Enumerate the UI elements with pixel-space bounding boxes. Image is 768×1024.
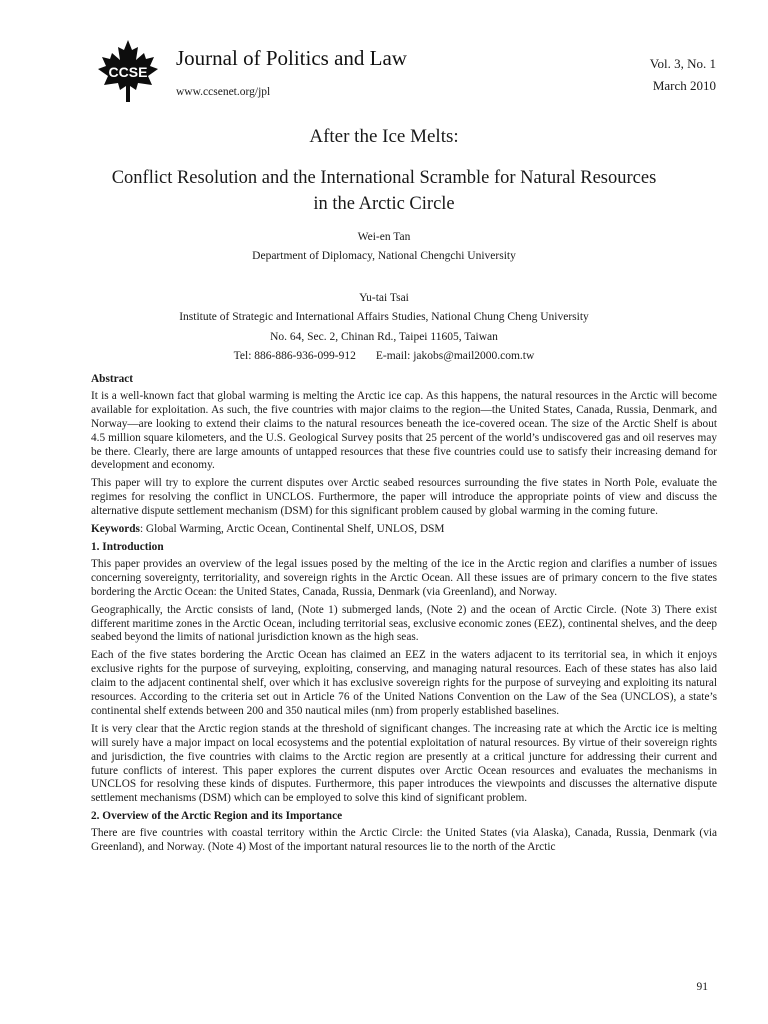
ccse-maple-leaf-logo: [92, 38, 164, 114]
body-paragraph: It is very clear that the Arctic region stands at the threshold of significant changes. The increasing rate at which the Arctic ice is melting will surely have a major impact on local ecosystems and the potential exploitation of natural resources. By virtue of their sovereign rights and jurisdiction, the five countries with claims to the Arctic region are presently at a critical juncture for addressing their current and future conflicts of interest. This paper explores the current disputes over Arctic Ocean resources and evaluates the mechanisms in UNCLOS for resolving these kinds of disputes. Furthermore, this paper introduces the viewpoints and discusses the alternative dispute settlement mechanisms (DSM) which can be employed to solve this kind of significant problem.: [91, 722, 717, 805]
journal-title: Journal of Politics and Law: [176, 46, 407, 70]
abstract-paragraph: It is a well-known fact that global warming is melting the Arctic ice cap. As this happens, the natural resources in the Arctic will become available for exploitation. As such, the five countries with major claims to the region—the United States, Canada, Russia, Denmark, and Norway—are looking to extend their claims to the natural resources beneath the ice-covered ocean. The size of the Arctic Shelf is about 4.5 million square kilometers, and the U.S. Geological Survey posits that 25 percent of the world’s undiscovered gas and oil reserves may be there. Clearly, there are large amounts of untapped resources that these five countries could use to satisfy their increasing demand for development and economy.: [91, 389, 717, 472]
author1-affiliation: Department of Diplomacy, National Chengchi University: [252, 250, 516, 262]
abstract-paragraph: This paper will try to explore the current disputes over Arctic seabed resources surrounding the five states in North Pole, evaluate the regimes for resolving the conflict in UNCLOS. Furthermore, the paper will introduce the appropriate points of view and discuss the alternative dispute settlement mechanism (DSM) for this significant problem caused by global warming in the coming future.: [91, 477, 717, 518]
page-number: 91: [696, 981, 708, 993]
body-paragraph: Each of the five states bordering the Arctic Ocean has claimed an EEZ in the waters adjacent to its territorial sea, in which it enjoys exclusive rights for the purpose of surveying, exploiting, conserving, and managing natural resources. Each of these states has also laid claim to the adjacent continental shelf, over which it has exclusive sovereign rights for the purpose of surveying and exploiting its natural resources. According to the criteria set out in Article 76 of the United Nations Convention on the Law of the Sea (UNCLOS), a state’s continental shelf extends between 200 and 350 nautical miles (nm) from properly established baselines.: [91, 649, 717, 717]
author2-email[interactable]: E-mail: jakobs@mail2000.com.tw: [375, 350, 535, 362]
article-subtitle-line2: in the Arctic Circle: [313, 194, 455, 214]
keywords-label: Keywords: [91, 523, 140, 536]
author1-name: Wei-en Tan: [357, 231, 411, 243]
body-paragraph: This paper provides an overview of the legal issues posed by the melting of the ice in the Arctic region and clarifies a number of issues concerning sovereignty, territoriality, and sovereign rights in the Arctic Ocean. All these issues are of primary concern to the five states bordering the Arctic Ocean: the United States, Canada, Russia, Denmark (via Greenland), and Norway.: [91, 557, 717, 598]
author2-contact: [0, 350, 768, 362]
keywords-text: : Global Warming, Arctic Ocean, Continental Shelf, UNLOS, DSM: [139, 523, 445, 536]
article-body: [91, 369, 717, 859]
article-title: After the Ice Melts:: [309, 126, 459, 147]
keywords: [91, 523, 717, 537]
issue-date: March 2010: [652, 78, 716, 93]
author2-name: Yu-tai Tsai: [359, 292, 409, 304]
logo-text: CCSE: [108, 64, 148, 80]
article-subtitle-line1: Conflict Resolution and the International Scramble for Natural Resources: [111, 168, 657, 188]
section-heading: 2. Overview of the Arctic Region and its Importance: [91, 810, 343, 823]
author2-affiliation: Institute of Strategic and International Affairs Studies, National Chung Cheng University: [179, 311, 589, 323]
abstract-heading: Abstract: [91, 373, 134, 385]
body-paragraph: Geographically, the Arctic consists of land, (Note 1) submerged lands, (Note 2) and the ocean of Arctic Circle. (Note 3) There exist different maritime zones in the Arctic Ocean, including territorial seas, exclusive economic zones (EEZ), continental shelves, and the deep seabed beyond the limits of national jurisdiction known as the high seas.: [91, 603, 717, 644]
body-paragraph: There are five countries with coastal territory within the Arctic Circle: the United States (via Alaska), Canada, Russia, Denmark (via Greenland), and Norway. (Note 4) Most of the important natural resources lie to the north of the Arctic: [91, 827, 717, 854]
author2-tel: Tel: 886-886-936-099-912: [233, 350, 356, 362]
journal-url[interactable]: www.ccsenet.org/jpl: [176, 86, 271, 98]
section-heading: 1. Introduction: [91, 540, 164, 553]
author2-address: No. 64, Sec. 2, Chinan Rd., Taipei 11605, Taiwan: [270, 331, 498, 343]
volume-issue: Vol. 3, No. 1: [649, 56, 716, 71]
